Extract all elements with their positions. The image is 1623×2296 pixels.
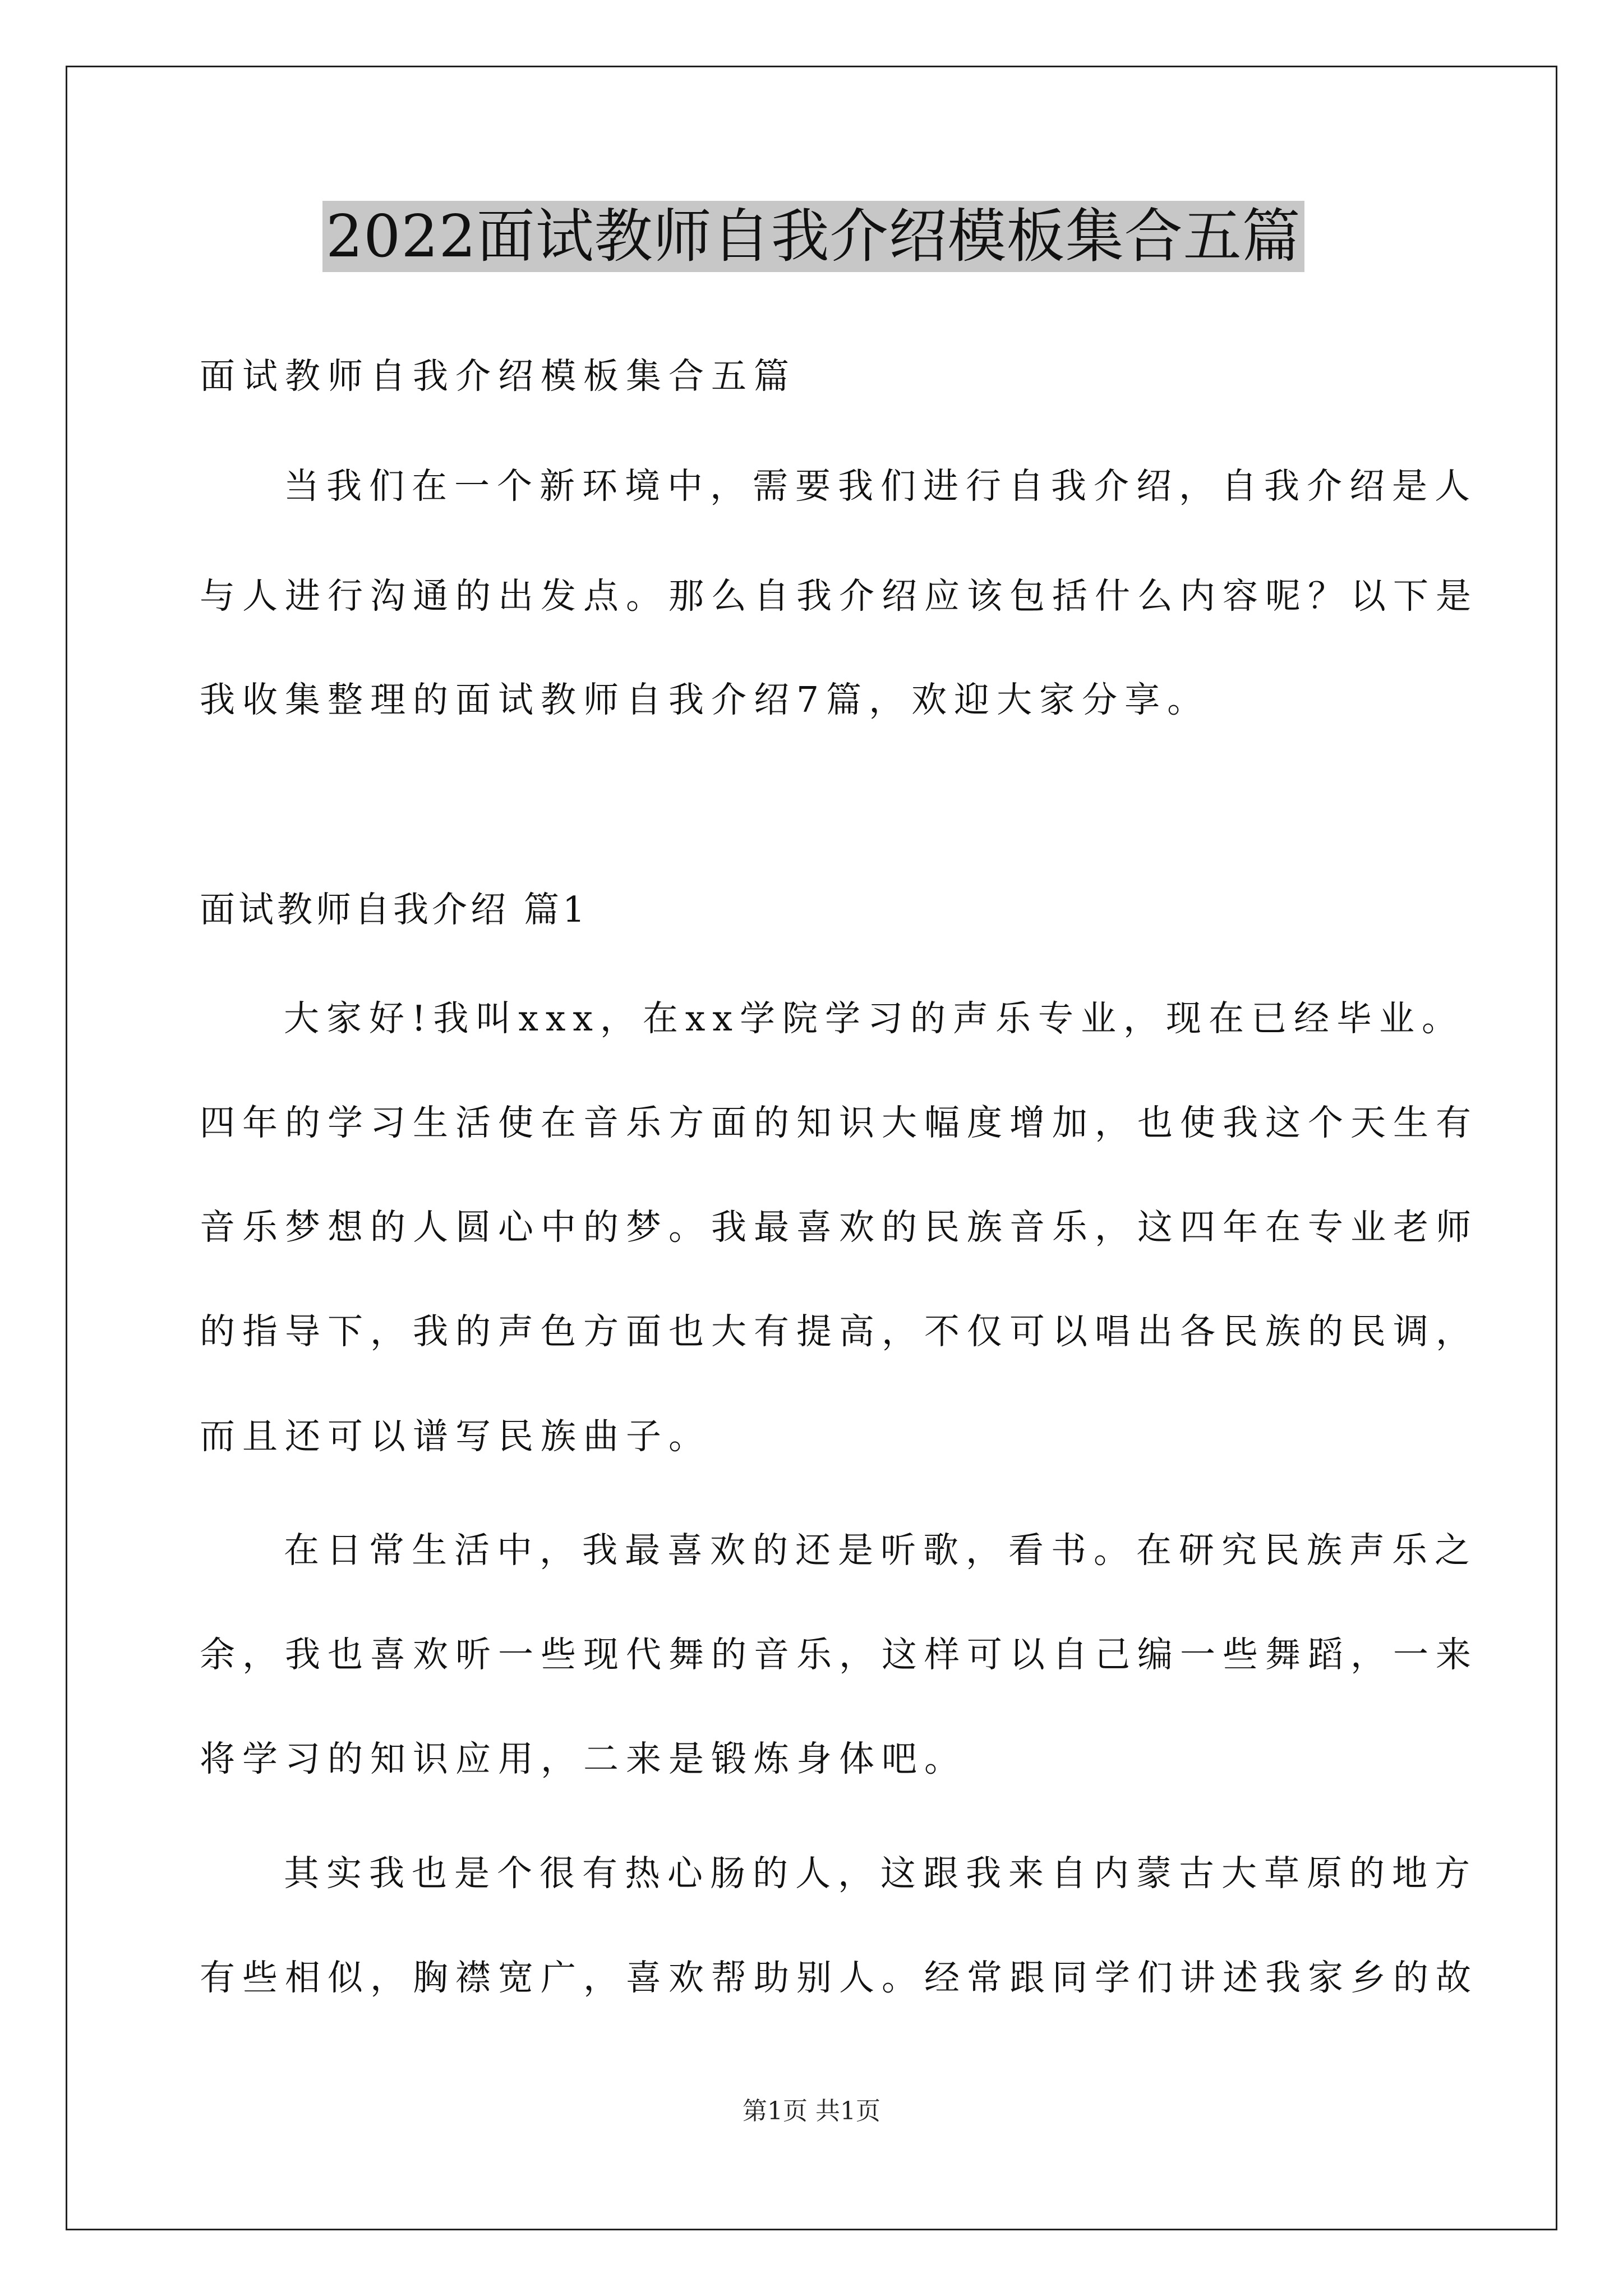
intro-line: 当我们在一个新环境中，需要我们进行自我介绍，自我介绍是人 <box>284 466 1477 507</box>
paragraph-line: 而且还可以谱写民族曲子。 <box>200 1416 711 1457</box>
paragraph-line: 有些相似，胸襟宽广，喜欢帮助别人。经常跟同学们讲述我家乡的故 <box>200 1957 1478 1998</box>
paragraph-line: 大家好!我叫xxx，在xx学院学习的声乐专业，现在已经毕业。 <box>284 998 1464 1039</box>
paragraph-line: 余，我也喜欢听一些现代舞的音乐，这样可以自己编一些舞蹈，一来 <box>200 1634 1478 1675</box>
section-heading: 面试教师自我介绍 篇1 <box>200 889 589 930</box>
paragraph-line: 的指导下，我的声色方面也大有提高，不仅可以唱出各民族的民调， <box>200 1311 1478 1352</box>
paragraph-line: 将学习的知识应用，二来是锻炼身体吧。 <box>200 1738 967 1779</box>
paragraph-line: 在日常生活中，我最喜欢的还是听歌，看书。在研究民族声乐之 <box>284 1530 1477 1571</box>
page-footer: 第1页 共1页 <box>743 2097 880 2125</box>
intro-line: 与人进行沟通的出发点。那么自我介绍应该包括什么内容呢？以下是 <box>200 576 1478 616</box>
intro-line: 我收集整理的面试教师自我介绍7篇，欢迎大家分享。 <box>200 679 1210 720</box>
paragraph-line: 四年的学习生活使在音乐方面的知识大幅度增加，也使我这个天生有 <box>200 1102 1478 1143</box>
document-subtitle: 面试教师自我介绍模板集合五篇 <box>200 356 796 397</box>
paragraph-line: 音乐梦想的人圆心中的梦。我最喜欢的民族音乐，这四年在专业老师 <box>200 1207 1478 1248</box>
document-title: 2022面试教师自我介绍模板集合五篇 <box>322 201 1304 272</box>
paragraph-line: 其实我也是个很有热心肠的人，这跟我来自内蒙古大草原的地方 <box>284 1853 1477 1894</box>
